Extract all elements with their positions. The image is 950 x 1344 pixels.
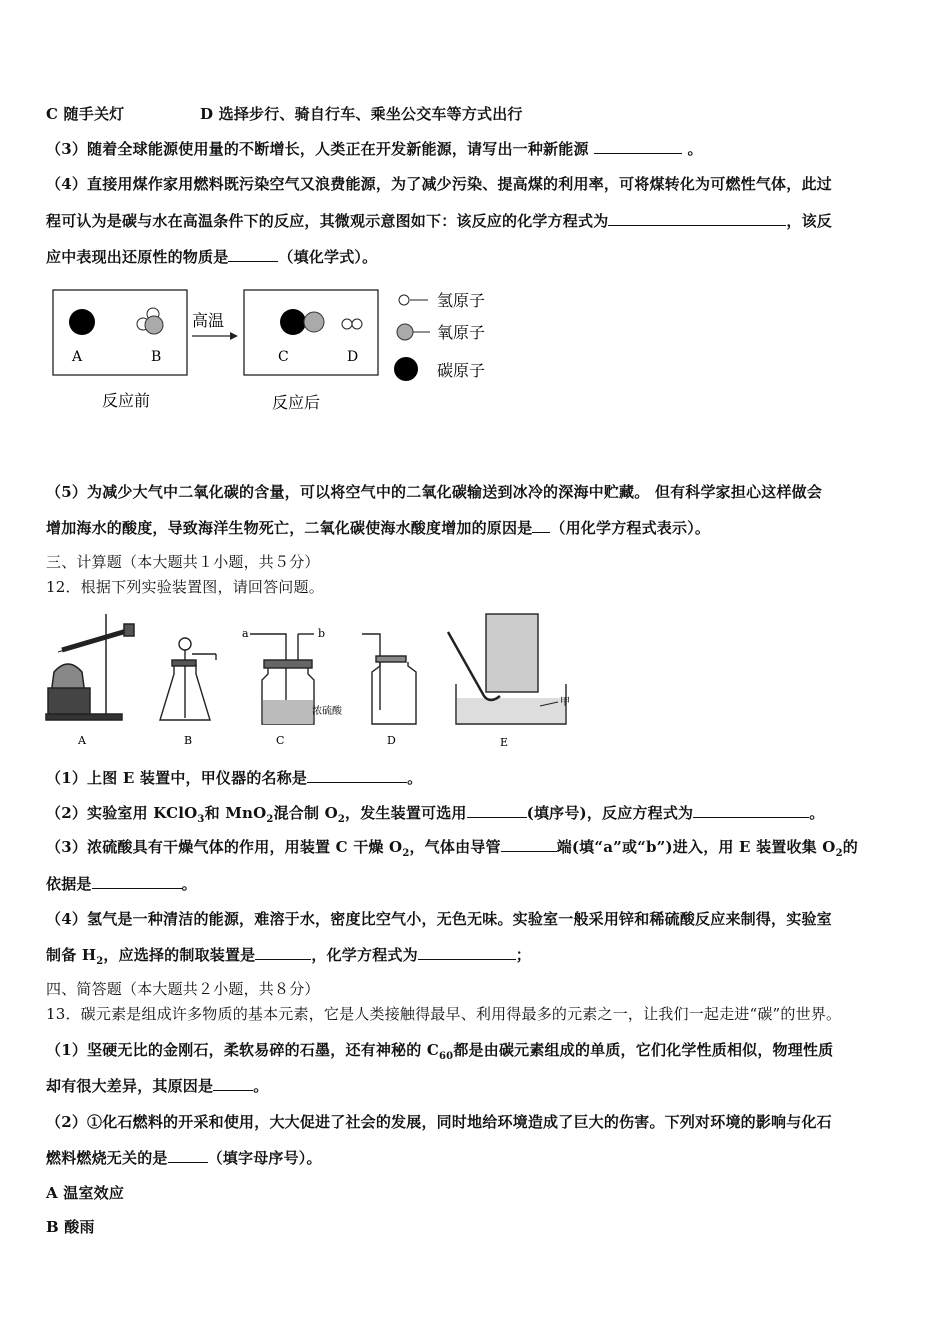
apparatus-d xyxy=(362,634,416,724)
question-13-part-1: （1）坚硬无比的金刚石，柔软易碎的石墨，还有神秘的 $C_{60}$都是由碳元素组成的单质，它们化学性质相似，物理性质 xyxy=(46,1041,834,1062)
apparatus-b xyxy=(160,638,216,720)
apparatus-a xyxy=(46,614,134,720)
answer-blank[interactable] xyxy=(213,1076,253,1091)
port-a-label: a xyxy=(242,627,249,640)
carbon-atom xyxy=(280,309,306,335)
legend-oxygen: 氧原子 xyxy=(437,323,486,342)
funnel-bulb xyxy=(179,638,191,650)
question-12-part-3b: 依据是 。 xyxy=(46,875,197,893)
label-c: C xyxy=(278,349,289,365)
caption-before: 反应前 xyxy=(102,391,151,410)
section-3-heading: 三、计算题（本大题共１小题，共５分） xyxy=(46,553,320,571)
section-4-heading: 四、简答题（本大题共２小题，共８分） xyxy=(46,980,320,998)
question-13-title: 13．碳元素是组成许多物质的基本元素，它是人类接触得最早、利用得最多的元素之一，让我们一起走进“碳”的世界。 xyxy=(46,1005,842,1023)
water xyxy=(457,698,565,723)
condition-label: 高温 xyxy=(192,311,225,330)
question-4-line1: （4）直接用煤作家用燃料既污染空气又浪费能源，为了减少污染、提高煤的利用率，可将煤转化为可燃性气体，此过 xyxy=(46,175,832,193)
delivery-tube xyxy=(362,634,380,710)
option-d: D 选择步行、骑自行车、乘坐公交车等方式出行 xyxy=(200,105,523,123)
label-b: B xyxy=(184,734,193,747)
stopper xyxy=(264,660,312,668)
legend-oxygen-icon xyxy=(397,324,413,340)
oxygen-atom xyxy=(145,316,163,334)
apparatus-figure xyxy=(40,602,600,750)
question-13-part-1b: 却有很大差异，其原因是 。 xyxy=(46,1077,269,1095)
answer-blank[interactable] xyxy=(608,211,786,226)
question-5-line2: 增加海水的酸度，导致海洋生物死亡，二氧化碳使海水酸度增加的原因是 （用化学方程式表示）。 xyxy=(46,519,711,537)
label-c: C xyxy=(276,734,285,747)
question-13-part-2: （2）①化石燃料的开采和使用，大大促进了社会的发展，同时地给环境造成了巨大的伤害。下列对环境的影响与化石 xyxy=(46,1113,832,1131)
stopper xyxy=(124,624,134,636)
legend-carbon: 碳原子 xyxy=(437,361,486,380)
burner-base xyxy=(48,688,90,714)
carbon-atom xyxy=(69,309,95,335)
question-3: （3）随着全球能源使用量的不断增长，人类正在开发新能源，请写出一种新能源 。 xyxy=(46,140,703,158)
label-a: A xyxy=(78,734,86,747)
legend-carbon-icon xyxy=(394,357,418,381)
port-b-label: b xyxy=(318,627,326,640)
label-a: A xyxy=(72,349,83,365)
option-a: A 温室效应 xyxy=(46,1184,125,1202)
label-d: D xyxy=(387,734,396,747)
caption-after: 反应后 xyxy=(272,393,321,412)
question-13-part-2b: 燃料燃烧无关的是 （填字母序号）。 xyxy=(46,1149,322,1167)
answer-blank[interactable] xyxy=(467,803,527,818)
label-d: D xyxy=(347,349,359,365)
acid-liquid xyxy=(263,700,313,724)
question-12-part-4: （4）氢气是一种清洁的能源，难溶于水，密度比空气小，无色无味。实验室一般采用锌和稀硫酸反应来制得，实验室 xyxy=(46,910,832,928)
oxygen-atom xyxy=(304,312,324,332)
answer-blank[interactable] xyxy=(594,139,682,154)
answer-blank[interactable] xyxy=(168,1148,208,1163)
question-12-title: 12．根据下列实验装置图，请回答问题。 xyxy=(46,578,324,596)
glass-plate xyxy=(376,656,406,662)
answer-blank[interactable] xyxy=(693,803,809,818)
test-tube-wall xyxy=(58,629,134,652)
answer-blank[interactable] xyxy=(255,945,311,960)
question-4-line2: 程可认为是碳与水在高温条件下的反应，其微观示意图如下：该反应的化学方程式为 ，该反 xyxy=(46,212,833,230)
answer-blank[interactable] xyxy=(532,518,550,533)
answer-blank[interactable] xyxy=(418,945,516,960)
question-4-line3: 应中表现出还原性的物质是 （填化学式）。 xyxy=(46,248,378,266)
option-c: C 随手关灯 xyxy=(46,105,125,123)
label-b: B xyxy=(151,349,162,365)
answer-blank[interactable] xyxy=(228,247,278,262)
question-12-part-1: （1）上图 E 装置中，甲仪器的名称是 。 xyxy=(46,769,423,787)
jia-label: 甲 xyxy=(560,697,570,708)
hydrogen-atom xyxy=(352,319,362,329)
question-12-part-2: （2）实验室用 KClO$_3$和 MnO$_2$混合制 $O_2$，发生装置可选用 (填序号)，反应方程式为 。 xyxy=(46,804,825,825)
gas-jar xyxy=(372,662,416,724)
inverted-bottle xyxy=(486,614,538,692)
hydrogen-atom xyxy=(342,319,352,329)
question-12-part-3: （3）浓硫酸具有干燥气体的作用，用装置 C 干燥 $O_2$，气体由导管 端(填“a”或“b”)进入，用 E 装置收集 $O_2$的 xyxy=(46,838,858,859)
option-b: B 酸雨 xyxy=(46,1218,95,1236)
answer-blank[interactable] xyxy=(307,768,407,783)
label-e: E xyxy=(500,736,509,749)
apparatus-e xyxy=(448,614,566,724)
reaction-diagram xyxy=(40,284,510,424)
stand-base xyxy=(46,714,122,720)
apparatus-c xyxy=(250,634,314,724)
question-12-part-4b: 制备 $H_2$，应选择的制取装置是 ，化学方程式为 ； xyxy=(46,946,531,967)
answer-blank[interactable] xyxy=(92,874,182,889)
arrow-head-icon xyxy=(230,332,238,340)
answer-blank[interactable] xyxy=(501,837,557,852)
stopper xyxy=(172,660,196,666)
acid-label: 浓硫酸 xyxy=(312,706,342,717)
legend-hydrogen-icon xyxy=(399,295,409,305)
question-5-line1: （5）为减少大气中二氧化碳的含量，可以将空气中的二氧化碳输送到冰冷的深海中贮藏。 但有科学家担心这样做会 xyxy=(46,483,823,501)
legend-hydrogen: 氢原子 xyxy=(437,291,486,310)
